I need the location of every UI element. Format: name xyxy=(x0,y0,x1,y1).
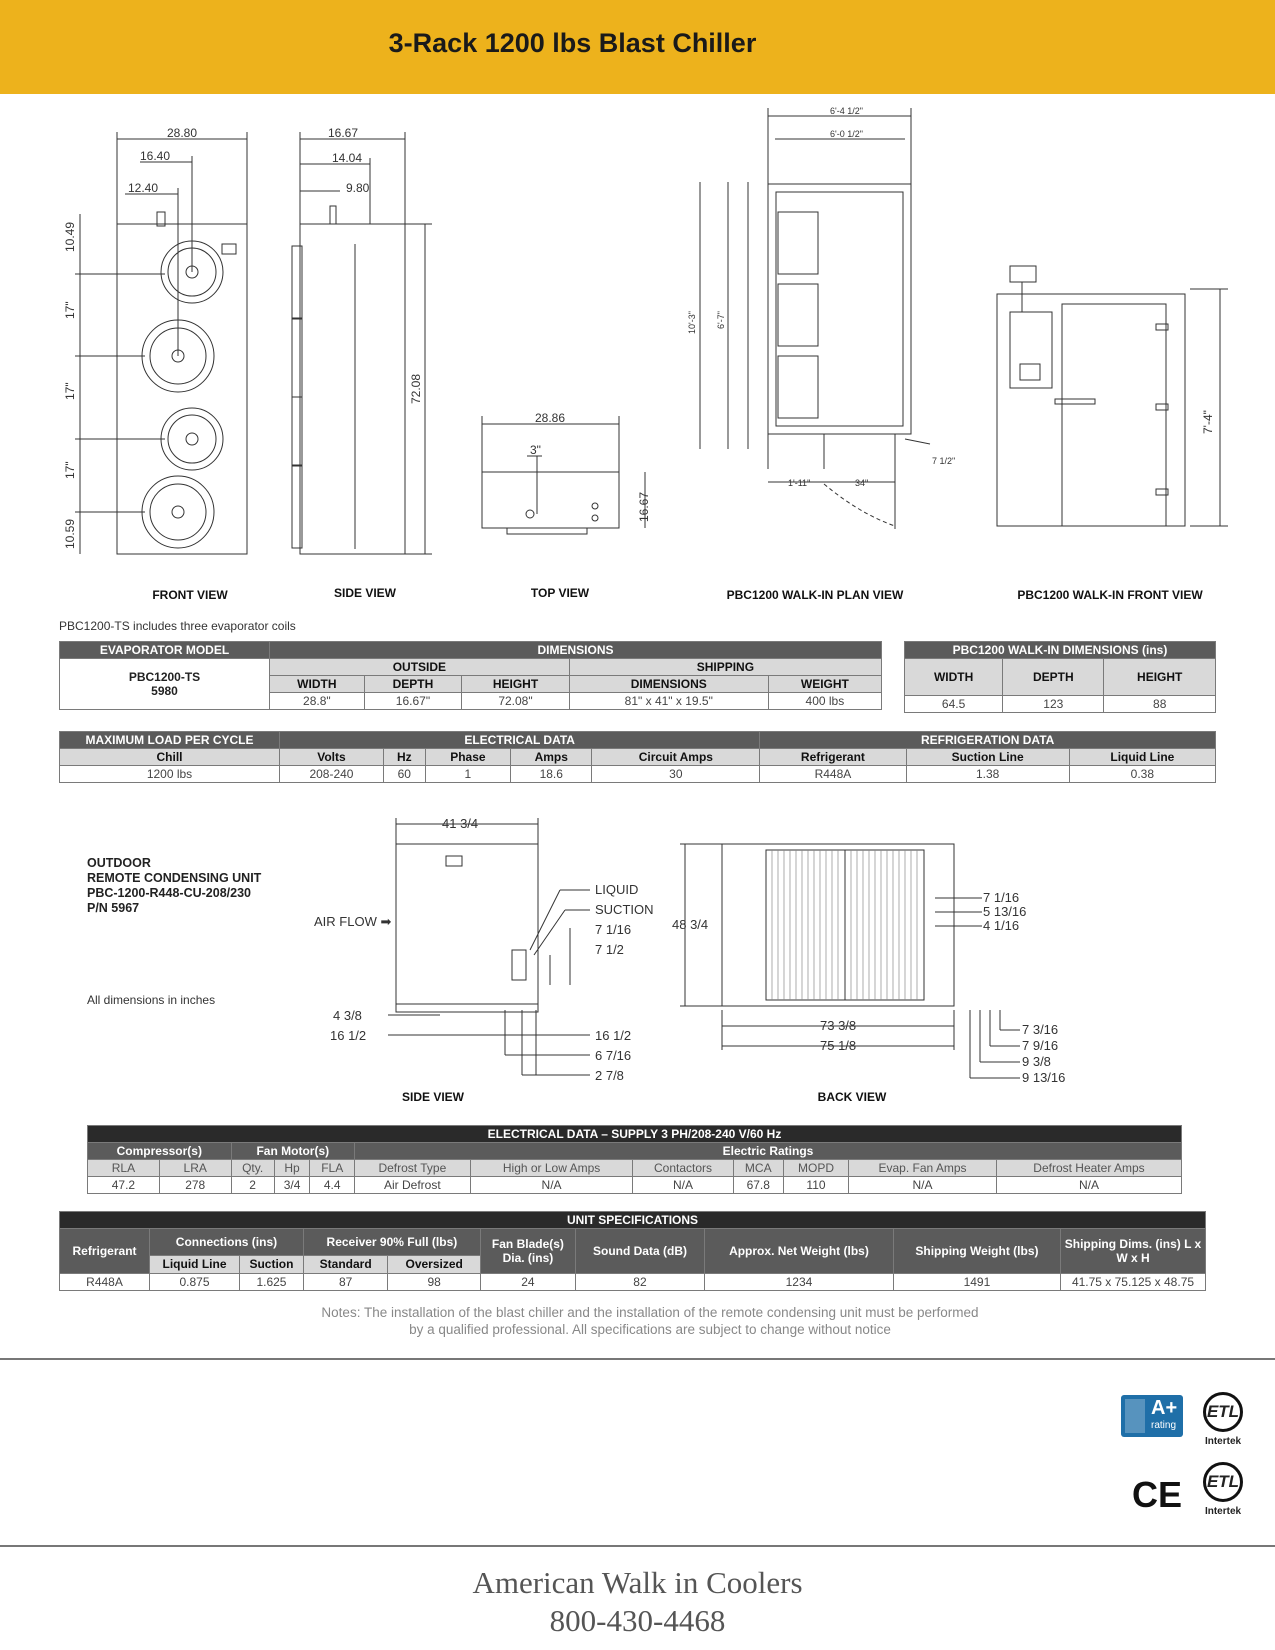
header-cell: PBC1200 WALK-IN DIMENSIONS (ins) xyxy=(905,642,1216,659)
dim-text: 9.80 xyxy=(346,181,370,195)
dim-text: 6'-0 1/2" xyxy=(830,129,863,139)
dim-text: 7 1/16 xyxy=(983,890,1020,905)
dim-text: 3" xyxy=(530,443,541,457)
value-cell: 82 xyxy=(575,1274,704,1291)
col-header: Liquid Line xyxy=(1069,749,1215,766)
col-header: Chill xyxy=(60,749,280,766)
header-cell: OUTSIDE xyxy=(270,659,570,676)
header-cell: DIMENSIONS xyxy=(270,642,882,659)
col-header: HEIGHT xyxy=(1104,659,1216,696)
dim-text: SUCTION xyxy=(595,902,654,917)
value-cell: 208-240 xyxy=(280,766,384,783)
header-cell: MAXIMUM LOAD PER CYCLE xyxy=(60,732,280,749)
dim-text: 7 1/16 xyxy=(595,922,632,937)
dim-text: 5 13/16 xyxy=(983,904,1027,919)
walkin-front-view-label: PBC1200 WALK-IN FRONT VIEW xyxy=(1017,588,1203,602)
value-cell: 18.6 xyxy=(511,766,592,783)
value-cell: 67.8 xyxy=(733,1177,783,1194)
value-cell: 41.75 x 75.125 x 48.75 xyxy=(1061,1274,1206,1291)
value-cell: 1 xyxy=(425,766,511,783)
header-cell: REFRIGERATION DATA xyxy=(760,732,1216,749)
value-cell: 30 xyxy=(592,766,760,783)
etl-mark-icon: ETL xyxy=(1203,1392,1243,1432)
value-cell: 88 xyxy=(1104,696,1216,713)
value-cell: 60 xyxy=(383,766,425,783)
header-cell: ELECTRICAL DATA – SUPPLY 3 PH/208-240 V/60 Hz xyxy=(88,1126,1182,1143)
top-view-label: TOP VIEW xyxy=(530,586,590,600)
value-cell: 98 xyxy=(388,1274,480,1291)
col-header: RLA xyxy=(88,1160,160,1177)
dim-text: 9 13/16 xyxy=(1022,1070,1066,1085)
value-cell: 2 xyxy=(231,1177,274,1194)
value-cell: 4.4 xyxy=(310,1177,355,1194)
dim-text: AIR FLOW ➡ xyxy=(314,914,392,929)
value-cell: 400 lbs xyxy=(768,693,881,710)
value-cell: R448A xyxy=(760,766,906,783)
col-header: Standard xyxy=(303,1255,388,1273)
value-cell: N/A xyxy=(849,1177,997,1194)
value-cell: 0.875 xyxy=(150,1274,240,1291)
ce-mark-icon: CE xyxy=(1132,1474,1183,1515)
dim-text: 34" xyxy=(855,478,869,488)
dim-text: 41 3/4 xyxy=(442,816,479,831)
dim-text: 14.04 xyxy=(332,151,363,165)
col-header: Contactors xyxy=(633,1160,733,1177)
value-cell: 0.38 xyxy=(1069,766,1215,783)
dim-text: 9 3/8 xyxy=(1022,1054,1051,1069)
col-header: HEIGHT xyxy=(462,676,570,693)
col-header: DIMENSIONS xyxy=(569,676,768,693)
value-cell: Air Defrost xyxy=(354,1177,470,1194)
header-cell: Connections (ins) xyxy=(150,1229,304,1256)
dim-text: 28.80 xyxy=(167,126,198,140)
condenser-side-view-label: SIDE VIEW xyxy=(401,1090,464,1104)
col-header: MCA xyxy=(733,1160,783,1177)
col-header: WEIGHT xyxy=(768,676,881,693)
bbb-torch-icon xyxy=(1125,1399,1145,1433)
dim-text: 28.86 xyxy=(535,411,566,425)
value-cell: 1234 xyxy=(705,1274,894,1291)
dimensions-note: All dimensions in inches xyxy=(87,993,216,1007)
col-header: LRA xyxy=(159,1160,231,1177)
dim-text: 7 3/16 xyxy=(1022,1022,1059,1037)
col-header: MOPD xyxy=(783,1160,848,1177)
dim-text: 4 1/16 xyxy=(983,918,1020,933)
dim-text: 16 1/2 xyxy=(330,1028,367,1043)
dim-text: 16.67 xyxy=(328,126,359,140)
condenser-drawings xyxy=(290,810,1110,1100)
dim-text: 16.67 xyxy=(637,491,651,522)
col-header: Oversized xyxy=(388,1255,480,1273)
header-cell: Approx. Net Weight (lbs) xyxy=(705,1229,894,1274)
header-cell: Receiver 90% Full (lbs) xyxy=(303,1229,480,1256)
evaporator-table xyxy=(59,641,882,710)
col-header: Volts xyxy=(280,749,384,766)
value-cell: N/A xyxy=(470,1177,633,1194)
dim-text: 7'-4" xyxy=(1201,410,1215,434)
col-header: WIDTH xyxy=(905,659,1003,696)
col-header: Amps xyxy=(511,749,592,766)
col-header: Hp xyxy=(274,1160,310,1177)
top-view-drawing xyxy=(482,416,645,534)
bbb-rating: rating xyxy=(1151,1420,1177,1431)
value-cell: N/A xyxy=(996,1177,1181,1194)
dim-text: 17" xyxy=(63,301,77,319)
value-cell: 278 xyxy=(159,1177,231,1194)
header-cell: Shipping Weight (lbs) xyxy=(893,1229,1060,1274)
plan-view-drawing xyxy=(700,108,930,529)
col-header: Circuit Amps xyxy=(592,749,760,766)
walkin-front-view-drawing xyxy=(997,266,1228,526)
col-header: Defrost Heater Amps xyxy=(996,1160,1181,1177)
col-header: Suction Line xyxy=(906,749,1069,766)
value-cell: 1491 xyxy=(893,1274,1060,1291)
dim-text: 17" xyxy=(63,382,77,400)
header-cell: Electric Ratings xyxy=(354,1143,1181,1160)
etl-mark-icon: ETL xyxy=(1203,1462,1243,1502)
col-header: High or Low Amps xyxy=(470,1160,633,1177)
condenser-side-view xyxy=(388,818,590,1075)
model-cell: PBC1200-TS 5980 xyxy=(60,659,270,710)
divider xyxy=(0,1358,1275,1360)
bbb-badge xyxy=(1121,1395,1183,1437)
value-cell: 16.67" xyxy=(364,693,462,710)
header-cell: Shipping Dims. (ins) L x W x H xyxy=(1061,1229,1206,1274)
dim-text: 1'-11" xyxy=(788,478,811,488)
dim-text: 16 1/2 xyxy=(595,1028,632,1043)
condenser-back-view-label: BACK VIEW xyxy=(817,1090,887,1104)
value-cell: 1.38 xyxy=(906,766,1069,783)
value-cell: 81" x 41" x 19.5" xyxy=(569,693,768,710)
col-header: Liquid Line xyxy=(150,1255,240,1273)
header-cell: EVAPORATOR MODEL xyxy=(60,642,270,659)
dim-text: 73 3/8 xyxy=(820,1018,857,1033)
dim-text: 7 1/2" xyxy=(932,456,956,466)
side-view-drawing xyxy=(292,132,432,554)
value-cell: 72.08" xyxy=(462,693,570,710)
header-cell: ELECTRICAL DATA xyxy=(280,732,760,749)
side-view-label: SIDE VIEW xyxy=(333,586,396,600)
col-header: Defrost Type xyxy=(354,1160,470,1177)
value-cell: 110 xyxy=(783,1177,848,1194)
dim-text: 16.40 xyxy=(140,149,171,163)
dim-text: 7 9/16 xyxy=(1022,1038,1059,1053)
intertek-label: Intertek xyxy=(1204,1506,1242,1517)
value-cell: 64.5 xyxy=(905,696,1003,713)
page-title: 3-Rack 1200 lbs Blast Chiller xyxy=(388,28,757,58)
value-cell: 1.625 xyxy=(240,1274,304,1291)
header-cell: Fan Motor(s) xyxy=(231,1143,354,1160)
col-header: Suction xyxy=(240,1255,304,1273)
header-cell: UNIT SPECIFICATIONS xyxy=(60,1212,1206,1229)
electrical-supply-table xyxy=(87,1125,1182,1194)
value-cell: 87 xyxy=(303,1274,388,1291)
divider xyxy=(0,1545,1275,1547)
dim-text: 12.40 xyxy=(128,181,159,195)
dim-text: 75 1/8 xyxy=(820,1038,857,1053)
value-cell: 1200 lbs xyxy=(60,766,280,783)
dim-text: 2 7/8 xyxy=(595,1068,624,1083)
dim-text: 10.59 xyxy=(63,518,77,549)
value-cell: R448A xyxy=(60,1274,150,1291)
bbb-grade: A+ xyxy=(1151,1397,1178,1419)
header-cell: Refrigerant xyxy=(60,1229,150,1274)
header-cell: Sound Data (dB) xyxy=(575,1229,704,1274)
coils-note: PBC1200-TS includes three evaporator coils xyxy=(59,619,296,633)
header-cell: SHIPPING xyxy=(569,659,881,676)
back-view-height: 48 3/4 xyxy=(672,917,709,932)
unit-specifications-table xyxy=(59,1211,1206,1291)
col-header: FLA xyxy=(310,1160,355,1177)
front-view-drawing xyxy=(75,132,247,554)
col-header: Evap. Fan Amps xyxy=(849,1160,997,1177)
dim-text: 17" xyxy=(63,461,77,479)
value-cell: 3/4 xyxy=(274,1177,310,1194)
value-cell: 47.2 xyxy=(88,1177,160,1194)
dim-text: 6 7/16 xyxy=(595,1048,632,1063)
dim-text: 10'-3" xyxy=(687,311,697,334)
col-header: WIDTH xyxy=(270,676,365,693)
front-view-label: FRONT VIEW xyxy=(152,588,228,602)
intertek-label: Intertek xyxy=(1204,1436,1242,1447)
dim-text: 72.08 xyxy=(409,373,423,404)
value-cell: 24 xyxy=(480,1274,575,1291)
col-header: DEPTH xyxy=(1003,659,1104,696)
walkin-dimensions-table xyxy=(904,641,1216,713)
dim-text: 10.49 xyxy=(63,221,77,252)
notes: Notes: The installation of the blast chiller and the installation of the remote condensing unit must be performed by a qualified professional. All specifications are subject to change without notice xyxy=(321,1305,979,1337)
evaporator-drawings xyxy=(0,94,1275,614)
dim-text: LIQUID xyxy=(595,882,639,897)
load-electrical-table xyxy=(59,731,1216,783)
col-header: Refrigerant xyxy=(760,749,906,766)
value-cell: 123 xyxy=(1003,696,1104,713)
header-cell: Fan Blade(s) Dia. (ins) xyxy=(480,1229,575,1274)
phone-number: 800-430-4468 xyxy=(549,1603,726,1638)
value-cell: 28.8" xyxy=(270,693,365,710)
condenser-title: OUTDOOR REMOTE CONDENSING UNIT PBC-1200-R448-CU-208/230 P/N 5967 xyxy=(87,856,262,915)
value-cell: N/A xyxy=(633,1177,733,1194)
dim-text: 6'-4 1/2" xyxy=(830,106,863,116)
company-name: American Walk in Coolers xyxy=(472,1565,803,1600)
plan-view-label: PBC1200 WALK-IN PLAN VIEW xyxy=(726,588,904,602)
col-header: DEPTH xyxy=(364,676,462,693)
col-header: Phase xyxy=(425,749,511,766)
dim-text: 7 1/2 xyxy=(595,942,624,957)
header-cell: Compressor(s) xyxy=(88,1143,232,1160)
col-header: Qty. xyxy=(231,1160,274,1177)
dim-text: 4 3/8 xyxy=(333,1008,362,1023)
col-header: Hz xyxy=(383,749,425,766)
dim-text: 6'-7" xyxy=(716,311,726,329)
